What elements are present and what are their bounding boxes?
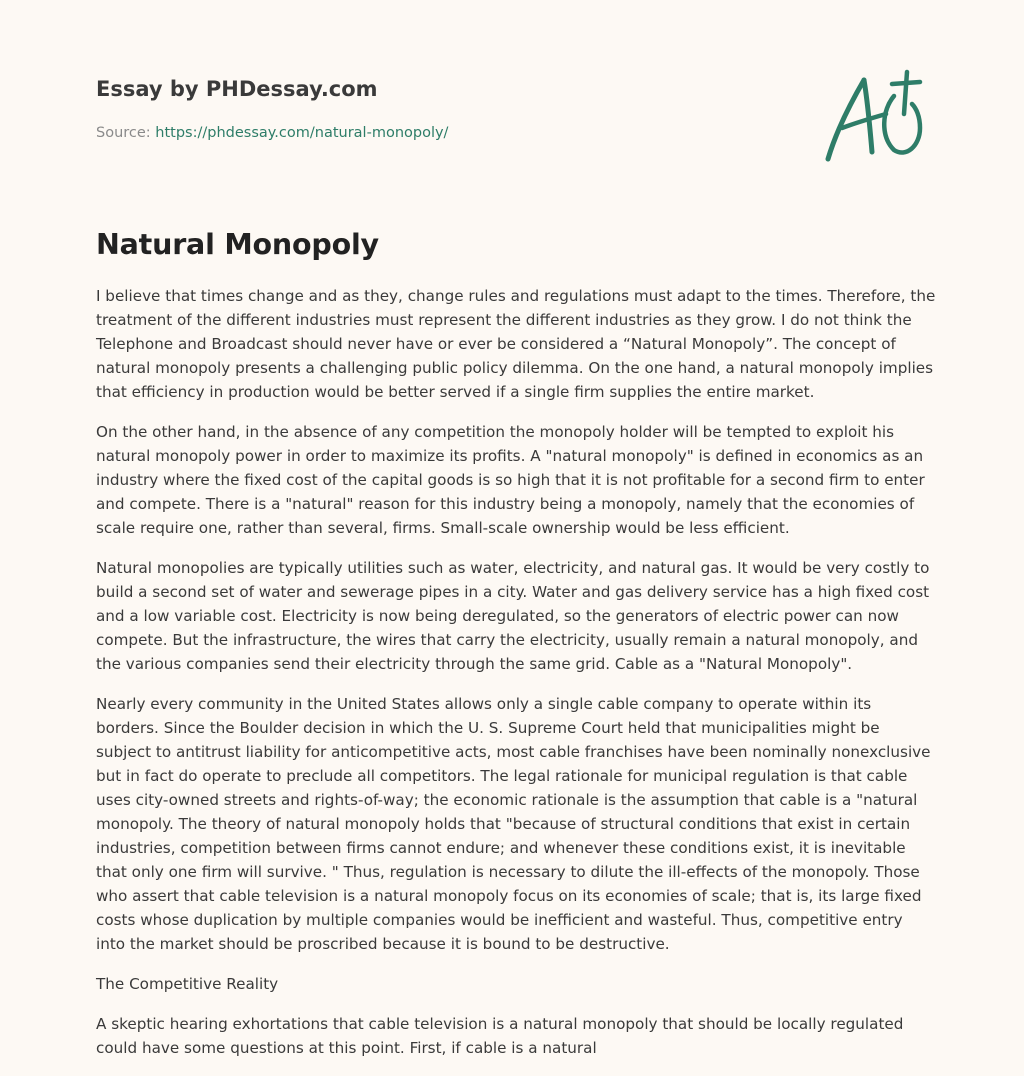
source-link[interactable]: https://phdessay.com/natural-monopoly/ (155, 125, 449, 141)
paragraph: A skeptic hearing exhortations that cable television is a natural monopoly that should be locally regulated could have some questions at this point. First, if cable is a natural (96, 1015, 904, 1057)
article-body (96, 284, 936, 1076)
source-line (96, 123, 696, 143)
paragraph: Natural monopolies are typically utilities such as water, electricity, and natural gas. It would be very costly to build a second set of water and sewerage pipes in a city. Water and gas delivery service has a high fixed cost and a low variable cost. Electricity is now being deregulated, so the generators of electric power can now compete. But the infrastructure, the wires that carry the electricity, usually remain a natural monopoly, and the various companies send their electricity through the same grid. Cable as a "Natural Monopoly". (96, 559, 930, 673)
paragraph: I believe that times change and as they, change rules and regulations must adapt to the times. Therefore, the treatment of the different industries must represent the different industries as they grow. I do not think the Telephone and Broadcast should never have or ever be considered a “Natural Monopoly”. The concept of natural monopoly presents a challenging public policy dilemma. On the one hand, a natural monopoly implies that efficiency in production would be better served if a single firm supplies the entire market. (96, 287, 936, 401)
paragraph: On the other hand, in the absence of any competition the monopoly holder will be tempted to exploit his natural monopoly power in order to maximize its profits. A "natural monopoly" is defined in economics as an industry where the fixed cost of the capital goods is so high that it is not profitable for a second firm to enter and compete. There is a "natural" reason for this industry being a monopoly, namely that the economies of scale require one, rather than several, firms. Small-scale ownership would be less efficient. (96, 423, 925, 537)
source-label: Source: (96, 125, 156, 141)
site-title: Essay by PHDessay.com (96, 77, 378, 101)
page-header (96, 74, 696, 143)
paragraph: Nearly every community in the United States allows only a single cable company to operate within its borders. Since the Boulder decision in which the U. S. Supreme Court held that municipalities might be subject to antitrust liability for anticompetitive acts, most cable franchises have been nominally nonexclusive but in fact do operate to preclude all competitors. The legal rationale for municipal regulation is that cable uses city-owned streets and rights-of-way; the economic rationale is the assumption that cable is a "natural monopoly. The theory of natural monopoly holds that "because of structural conditions that exist in certain industries, competition between firms cannot endure; and whenever these conditions exist, it is inevitable that only one firm will survive. " Thus, regulation is necessary to dilute the ill-effects of the monopoly. Those who assert that cable television is a natural monopoly focus on its economies of scale; that is, its large fixed costs whose duplication by multiple companies would be inefficient and wasteful. Thus, competitive entry into the market should be proscribed because it is bound to be destructive. (96, 695, 931, 953)
section-subheading: The Competitive Reality (96, 975, 279, 993)
article-title: Natural Monopoly (96, 228, 379, 261)
a-plus-logo-icon (820, 66, 930, 166)
